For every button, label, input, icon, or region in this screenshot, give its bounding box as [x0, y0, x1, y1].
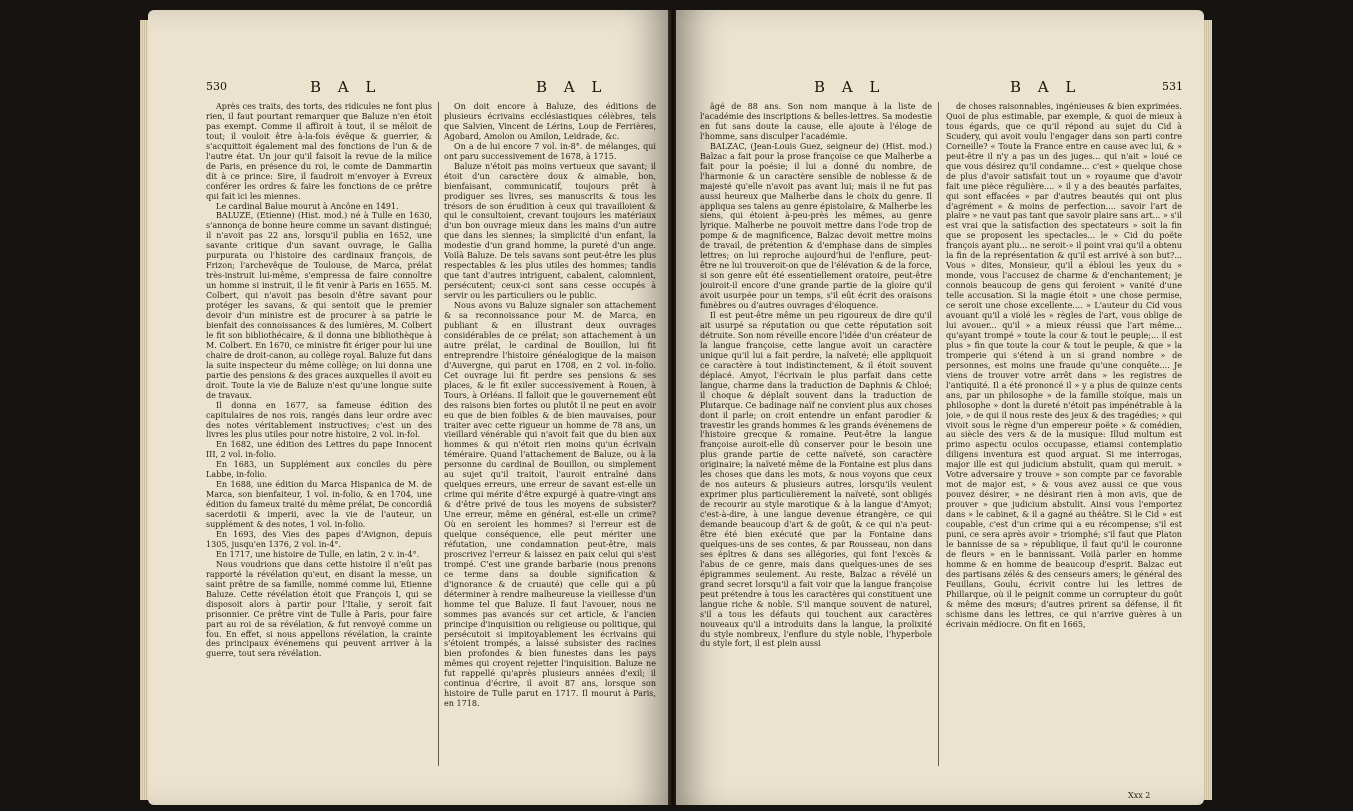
right-column-2 [946, 102, 1182, 774]
left-column-1 [206, 102, 432, 774]
page-edges-left [140, 20, 148, 800]
right-page [676, 10, 1204, 805]
paragraph: BALUZE, (Etienne) (Hist. mod.) né à Tulle en 1630, s'annonça de bonne heure comme un savant distingué; il n'avoit pas 22 ans, lorsqu'il publia en 1652, une savante critique d'un savant ouvrage, le Gallia purpurata ou l'histoire des cardinaux françois, de Frizon; l'archevêque de Toulouse, de Marca, prélat très-instruit lui-même, s'empressa de faire connoître un homme si instruit, il le fit venir à Paris en 1655. M. Colbert, qui n'avoit pas besoin d'être savant pour protéger les savans, & qui sentoit que le premier devoir d'un ministre est de procurer à sa patrie le bienfait des connoissances & des lumières, M. Colbert le fit son bibliothécaire, & il donna une bibliothèque à M. Colbert. En 1670, ce ministre fit ériger pour lui une chaire de droit-canon, au collège royal. Baluze fut dans la suite inspecteur du même collège; on lui donna une partie des pensions & des graces auxquelles il avoit eu droit. Toute la vie de Baluze n'est qu'une longue suite de travaux. [206, 211, 432, 400]
paragraph: On a de lui encore 7 vol. in-8°. de mélanges, qui ont paru successivement de 1678, à 1715. [444, 141, 656, 161]
paragraph: Après ces traits, des torts, des ridicules ne font plus rien, il faut pourtant remarquer que Baluze n'en étoit pas exempt. Comme il affiroit à tout, il se mêloit de tout; il vouloit être à-la-fois évêque & guerrier, & s'acquittoit également mal des fonctions de l'un & de l'autre état. Un jour qu'il faisoit la revue de la milice de Paris, en présence du roi, le comte de Dammartin dit à ce prince: Sire, il faudroit m'envoyer à Evreux conférer les ordres & faire les fonctions de ce prêtre qui fait ici les miennes. [206, 102, 432, 201]
paragraph: En 1693, des Vies des papes d'Avignon, depuis 1305, jusqu'en 1376, 2 vol. in-4°. [206, 529, 432, 549]
column-rule-right [938, 102, 939, 766]
left-running-title-2: B A L [536, 78, 608, 96]
right-folio: 531 [1162, 80, 1183, 93]
paragraph: En 1717, une histoire de Tulle, en latin, 2 v. in-4°. [216, 549, 420, 559]
paragraph: de choses raisonnables, ingénieuses & bien exprimées. Quoi de plus estimable, par exemple, & quoi de mieux à tous égards, que ce qu'il répond au sujet du Cid à Scudery, qui avoit voulu l'engager dans son parti contre Corneille? « Toute la France entre en cause avec lui, & » peut-être il n'y a pas un des juges... qui n'ait » loué ce que vous désirez qu'il condamne... c'est » quelque chose de plus d'avoir satisfait tout un » royaume que d'avoir fait une pièce régulière.... » il y a des beautés parfaites, qui sont effacées » par d'autres beautés qui ont plus d'agrément » & moins de perfection.... savoir l'art de plaire » ne vaut pas tant que savoir plaire sans art... » s'il est vrai que la satisfaction des spectateurs » soit la fin que se proposent les spectacles... le » Cid du poëte françois ayant plu... ne seroit-» il point vrai qu'il a obtenu la fin de la représentation & qu'il est arrivé à son but?... Vous » dites, Monsieur, qu'il a ébloui les yeux du » monde, vous l'accusez de charme & d'enchantement; je connois beaucoup de gens qui feroient » vanité d'une telle accusation. Si la magie étoit » une chose permise, ce seroit une chose excellente.... » L'auteur du Cid vous avouant qu'il a violé les » règles de l'art, vous oblige de lui avouer... qu'il » a mieux réussi que l'art même... qu'ayant trompé » toute la cour & tout le peuple;... il est plus » fin que toute la cour & tout le peuple, & que » la tromperie qui s'étend à un si grand nombre » de personnes, est moins une fraude qu'une conquête.... Je viens de trouver votre arrêt dans » les registres de l'antiquité. Il a été prononcé il » y a plus de quinze cents ans, par un philosophe » de la famille stoïque, mais un philosophe » dont la dureté n'étoit pas impénétrable à la joie, » de qui il nous reste des jeux & des tragédies; » qui vivoit sous le règne d'un empereur poëte » & comédien, au siècle des vers & de la musique: Illud multum est primo aspectu oculos occupasse, etiamsi contemplatio diligens inventura est quod arguat. Si me interrogas, major ille est qui judicium abstulit, quam qui meruit. » Votre adversaire y trouve » son compte par ce favorable mot de major est, » & vous avez aussi ce que vous pouvez désirer, » ne désirant rien à mon avis, que de prouver » que judicium abstulit. Ainsi vous l'emportez dans » le cabinet, & il a gagné au théâtre. Si le Cid » est coupable, c'est d'un crime qui a eu récompense; s'il est puni, ce sera après avoir » triomphé; s'il faut que Platon le bannisse de sa » république, il faut qu'il le couronne de fleurs » en le bannissant. Voilà parler en homme homme & en homme de beaucoup d'esprit. Balzac eut des partisans zélés & des censeurs amers; le général des Feuillans, Goulu, écrivit contre lui les lettres de Phillarque, où il le peignit comme un corrupteur du goût & même des mœurs; d'autres prirent sa défense, il fit schisme dans les lettres, ce qui n'arrive guères à un écrivain médiocre. On fit en 1665, [946, 102, 1182, 629]
left-page [148, 10, 670, 805]
paragraph: BALZAC, (Jean-Louis Guez, seigneur de) (Hist. mod.) Balzac a fait pour la prose françoise ce que Malherbe a fait pour la poésie; il lui a donné du nombre, de l'harmonie & un caractère sensible de noblesse & de majesté qu'elle n'avoit pas avant lui; mais il ne fut pas aussi heureux que Malherbe dans le choix du genre. Il appliqua ses talens au genre épistolaire, & Malherbe les siens, qui étoient à-peu-près les mêmes, au genre lyrique. Malherbe ne pouvoit mettre dans l'ode trop de pompe & de magnificence, Balzac devoit mettre moins de travail, de prétention & d'emphase dans de simples lettres; on lui reproche aujourd'hui de l'enflure, peut-être ne lui trouveroit-on que de l'élévation & de la force, si son genre eût été essentiellement oratoire, peut-être jouiroit-il encore d'une grande partie de la gloire qu'il avoit usurpée pour un temps, s'il eût écrit des oraisons funèbres ou d'autres ouvrages d'éloquence. [700, 141, 932, 311]
paragraph: Nous voudrions que dans cette histoire il n'eût pas rapporté la révélation qu'eut, en disant la messe, un saint prêtre de sa famille, nommé comme lui, Etienne Baluze. Cette révélation étoit que François I, qui se disposoit alors à partir pour l'Italie, y seroit fait prisonnier. Ce prêtre vint de Tulle à Paris, pour faire part au roi de sa révélation, & fut renvoyé comme un fou. En effet, si nous appellons révélation, la crainte des principaux événemens qui peuvent arriver à la guerre, tout sera révélation. [206, 559, 432, 659]
left-running-title: B A L [310, 78, 382, 96]
right-running-title: B A L [814, 78, 886, 96]
paragraph: Le cardinal Balue mourut à Ancône en 1491. [216, 201, 399, 211]
paragraph: En 1688, une édition du Marca Hispanica de M. de Marca, son bienfaiteur, 1 vol. in-folio, & en 1704, une édition du fameux traité du même prélat, De concordiâ sacerdotii & imperii, avec la vie de l'auteur, un supplément & des notes, 1 vol. in-folio. [206, 480, 432, 530]
paragraph: Il donna en 1677, sa fameuse édition des capitulaires de nos rois, rangés dans leur ordre avec des notes véritablement instructives; c'est un des livres les plus utiles pour notre histoire, 2 vol. in-fol. [206, 400, 432, 440]
paragraph: Baluze n'étoit pas moins vertueux que savant; il étoit d'un caractère doux & aimable, bon, bienfaisant, communicatif, toujours prêt à prodiguer ses livres, ses manuscrits & tous les trésors de son érudition à ceux qui travailloient & qui le consultoient, crevant toujours les matériaux d'un bon ouvrage mieux dans les mains d'un autre que dans les siennes; la simplicité d'un enfant, la modestie d'un grand homme, la pureté d'un ange. Voilà Baluze. De tels savans sont peut-être les plus respectables & les plus utiles des hommes; tandis que tant d'autres intriguent, cabalent, calomnient, persécutent; ceux-ci sont sans cesse occupés à servir ou les particuliers ou le public. [444, 161, 656, 301]
left-folio: 530 [206, 80, 227, 93]
paragraph: Il est peut-être même un peu rigoureux de dire qu'il ait usurpé sa réputation ou que cette réputation soit détruite. Son nom réveille encore l'idée d'un créateur de la langue françoise, cette langue avoit un caractère unique qu'il lui a fait perdre, la naïveté; elle appliquoit ce caractère à tout indistinctement, & il étoit souvent déplacé. Amyot, l'écrivain le plus parfait dans cette langue, charme dans la traduction de Daphnis & Chloé; il choque & déplaît souvent dans la traduction de Plutarque. Ce badinage naïf ne convient plus aux choses dont il parle; on croit entendre un enfant parodier & travestir les grands hommes & les grands événemens de l'histoire grecque & romaine. Peut-être la langue françoise auroit-elle dû conserver pour le besoin une plus grande partie de cette naïveté, son caractère originaire; la naïveté même de la Fontaine est plus dans les choses que dans les mots, & nous voyons que ceux de nos auteurs & plusieurs autres, lorsqu'ils veulent exprimer plus particulièrement la naïveté, sont obligés de recourir au style marotique & à la langue d'Amyot; c'est-à-dire, à une langue devenue étrangère, ce qui demande beaucoup d'art & de goût, & ce qui n'a peut-être été bien exécuté que par la Fontaine dans quelques-uns de ses contes, & par Rousseau, non dans ses épîtres & dans ses allégories, qui font l'excès & l'abus de ce genre, mais dans quelques-unes de ses épigrammes seulement. Au reste, Balzac a révélé un grand secret lorsqu'il a fait voir que la langue françoise peut prétendre à tous les caractères qui constituent une langue riche & noble. S'il manque souvent de naturel, s'il a tous les défauts qui touchent aux caractères nouveaux qu'il a introduits dans la langue, la prolixité du style nombreux, l'enflure du style noble, l'hyperbole du style fort, il est plein aussi [700, 311, 932, 649]
paragraph: En 1682, une édition des Lettres du pape Innocent III, 2 vol. in-folio. [206, 440, 432, 460]
paragraph: En 1683, un Supplément aux conciles du père Labbe, in-folio. [206, 460, 432, 480]
right-running-title-2: B A L [1010, 78, 1082, 96]
paragraph: Nous avons vu Baluze signaler son attachement & sa reconnoissance pour M. de Marca, en publiant & en illustrant deux ouvrages considérables de ce prélat; son attachement à un autre prélat, le cardinal de Bouillon, lui fit entreprendre l'histoire généalogique de la maison d'Auvergne, qui parut en 1708, en 2 vol. in-folio. Cet ouvrage lui fit perdre ses pensions & ses places, & le fit exiler successivement à Rouen, à Tours, à Orléans. Il falloit que le gouvernement eût des raisons bien fortes ou plutôt il ne peut en avoir eu que de bien foibles & de bien mauvaises, pour traiter avec cette rigueur un homme de 78 ans, un vieillard vénérable qui n'avoit fait que du bien aux hommes & qui n'étoit rien moins qu'un écrivain téméraire. Quand l'attachement de Baluze, ou à la personne du cardinal de Bouillon, ou simplement au sujet qu'il traitoit, l'auroit entraîné dans quelques erreurs, une erreur de savant est-elle un crime qui mérite d'être expurgé à quatre-vingt ans & d'être privé de tous les moyens de subsister? Une erreur, même en général, est-elle un crime? Où en seroient les hommes? si l'erreur est de quelque conséquence, elle peut mériter une réfutation, une condamnation peut-être, mais proscrivez l'erreur & laissez en paix celui qui s'est trompé. C'est une grande barbarie (nous prenons ce terme dans sa double signification & d'ignorance & de cruauté) que celle qui a pû déterminer à rendre malheureuse la vieillesse d'un homme tel que Baluze. Il faut l'avouer, nous ne sommes pas avancés sur cet article, & l'ancien principe d'inquisition ou religieuse ou politique, qui persécutoit si impitoyablement les écrivains qui s'étoient trompés, a laissé subsister des racines bien profondes & bien funestes dans les pays mêmes qui croyent rejetter l'inquisition. Baluze ne fut rappellé qu'après plusieurs années d'exil; il continua d'écrire, il avoit 87 ans, lorsque son histoire de Tulle parut en 1717. Il mourut à Paris, en 1718. [444, 301, 656, 709]
signature-mark: Xxx 2 [1128, 791, 1151, 800]
paragraph: âgé de 88 ans. Son nom manque à la liste de l'académie des inscriptions & belles-lettres. Sa modestie en fut sans doute la cause, elle ajoute à l'éloge de l'homme, sans disculper l'académie. [700, 102, 932, 141]
right-column-1 [700, 102, 932, 774]
left-column-2 [444, 102, 656, 774]
paragraph: On doit encore à Baluze, des éditions de plusieurs écrivains ecclésiastiques célèbres, tels que Salvien, Vincent de Lérins, Loup de Ferrières, Agobard, Amolon ou Amilon, Leidrade, &c. [444, 102, 656, 141]
page-edges-right [1204, 20, 1212, 800]
column-rule-left [438, 102, 439, 766]
